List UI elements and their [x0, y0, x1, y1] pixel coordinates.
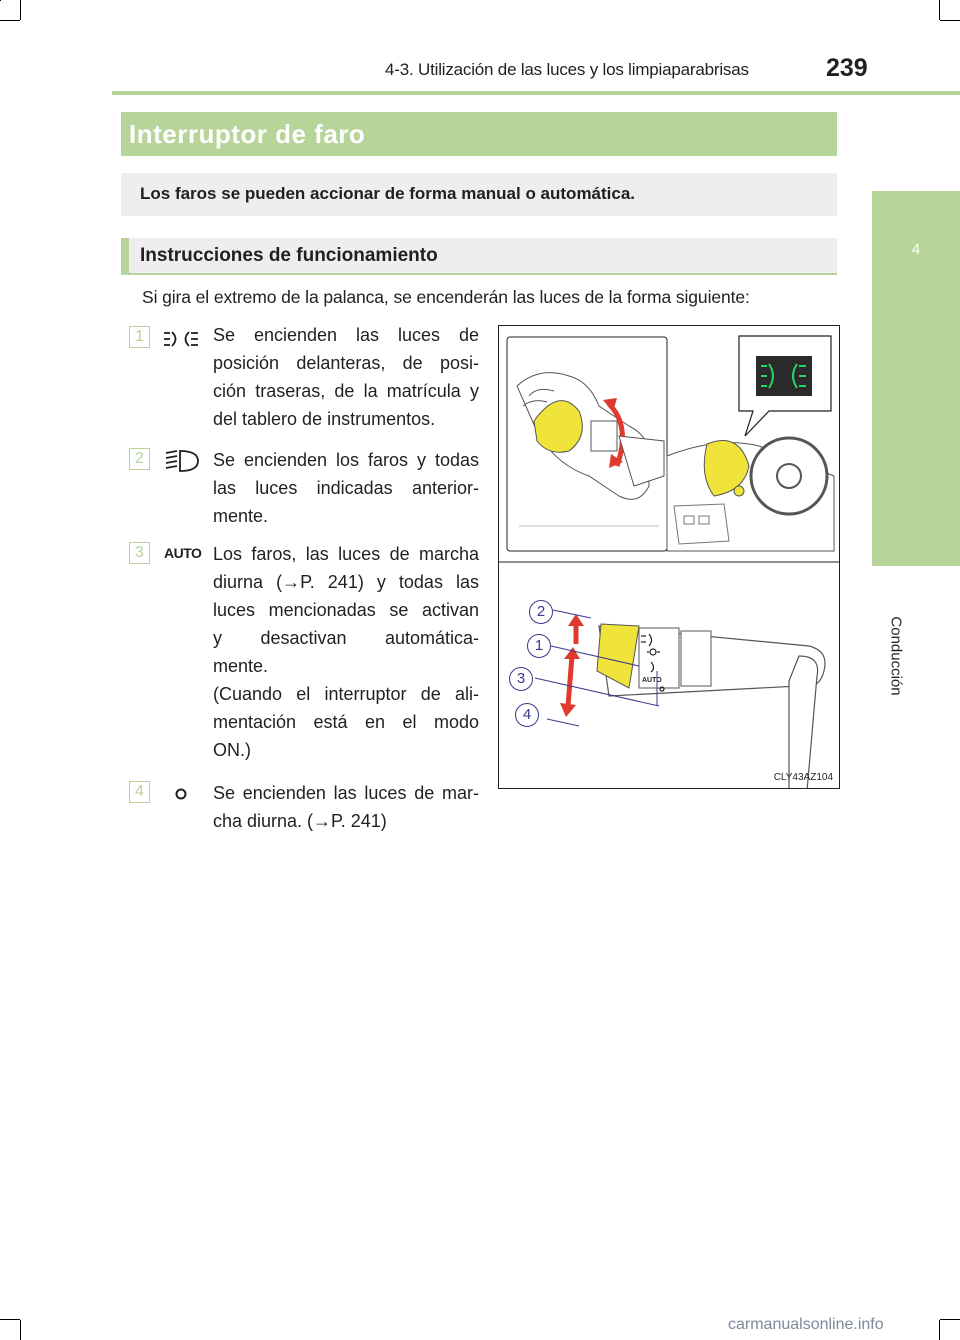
- figure-callout: 4: [515, 703, 539, 727]
- position-lights-icon: [162, 329, 200, 349]
- headlight-icon: [164, 448, 202, 474]
- chapter-tab: [872, 191, 960, 566]
- chapter-label: Conducción: [887, 616, 905, 696]
- crop-mark: [20, 1320, 21, 1340]
- crop-mark: [939, 0, 940, 20]
- item-number: 1: [129, 326, 150, 348]
- text-line: Los faros, las luces de marcha: [213, 544, 479, 564]
- figure-callout: 3: [509, 667, 533, 691]
- intro-box: [121, 173, 837, 216]
- crop-mark: [940, 1319, 960, 1320]
- text-line: diurna (→P. 241) y todas las: [213, 572, 479, 592]
- text-line: del tablero de instrumentos.: [213, 409, 436, 429]
- text-line: Se encienden las luces de mar-: [213, 783, 479, 803]
- section-title-bar: [121, 112, 837, 156]
- text-line: Se encienden las luces de: [213, 325, 479, 345]
- header-rule: [112, 91, 960, 95]
- intro-text: Los faros se pueden accionar de forma manual o automática.: [140, 184, 636, 203]
- lead-paragraph: Si gira el extremo de la palanca, se encenderán las luces de la forma siguiente:: [142, 287, 750, 307]
- figure-callout: 1: [527, 634, 551, 658]
- text-line: luces mencionadas se activan: [213, 600, 479, 620]
- lever-illustration: [499, 326, 839, 788]
- item-number: 2: [129, 448, 150, 470]
- page-number: 239: [826, 54, 868, 82]
- text-line: Se encienden los faros y todas: [213, 450, 479, 470]
- running-header: 4-3. Utilización de las luces y los limpiaparabrisas: [385, 60, 749, 79]
- section-title: Interruptor de faro: [129, 119, 366, 149]
- subsection-title: Instrucciones de funcionamiento: [140, 245, 438, 266]
- item-number: 3: [129, 542, 150, 564]
- text-line: mente.: [213, 506, 269, 526]
- drl-icon: [174, 787, 188, 801]
- chapter-label-wrap: [884, 606, 908, 706]
- text-line: mente.: [213, 656, 269, 676]
- chapter-tab-divider: [872, 566, 960, 569]
- text-line: ON.): [213, 740, 251, 760]
- item-number: 4: [129, 781, 150, 803]
- crop-mark: [0, 1319, 20, 1320]
- text-line: posición delanteras, de posi-: [213, 353, 479, 373]
- item-1-text: [213, 321, 479, 433]
- text-line: mentación está en el modo: [213, 712, 479, 732]
- figure-code: CLY43AZ104: [773, 772, 833, 783]
- text-line: (Cuando el interruptor de ali-: [213, 684, 479, 704]
- watermark: carmanualsonline.info: [728, 1316, 884, 1333]
- item-2-text: [213, 446, 479, 530]
- crop-mark: [940, 20, 960, 21]
- crop-mark: [939, 1320, 940, 1340]
- chapter-number: 4: [911, 241, 921, 258]
- crop-mark: [20, 0, 21, 20]
- subsection-bar: [121, 238, 837, 275]
- text-line: ción traseras, de la matrícula y: [213, 381, 479, 401]
- auto-icon: AUTO: [164, 545, 202, 561]
- crop-mark: [0, 0, 1, 1]
- text-line: las luces indicadas anterior-: [213, 478, 479, 498]
- text-line: y desactivan automática-: [213, 628, 479, 648]
- figure-callout: 2: [529, 600, 553, 624]
- lever-auto-label: AUTO: [642, 677, 662, 684]
- item-4-text: [213, 779, 479, 835]
- crop-mark: [0, 20, 20, 21]
- headlight-switch-figure: [498, 325, 840, 789]
- text-line: cha diurna. (→P. 241): [213, 811, 387, 831]
- item-3-text: [213, 540, 479, 764]
- subsection-accent: [121, 238, 129, 275]
